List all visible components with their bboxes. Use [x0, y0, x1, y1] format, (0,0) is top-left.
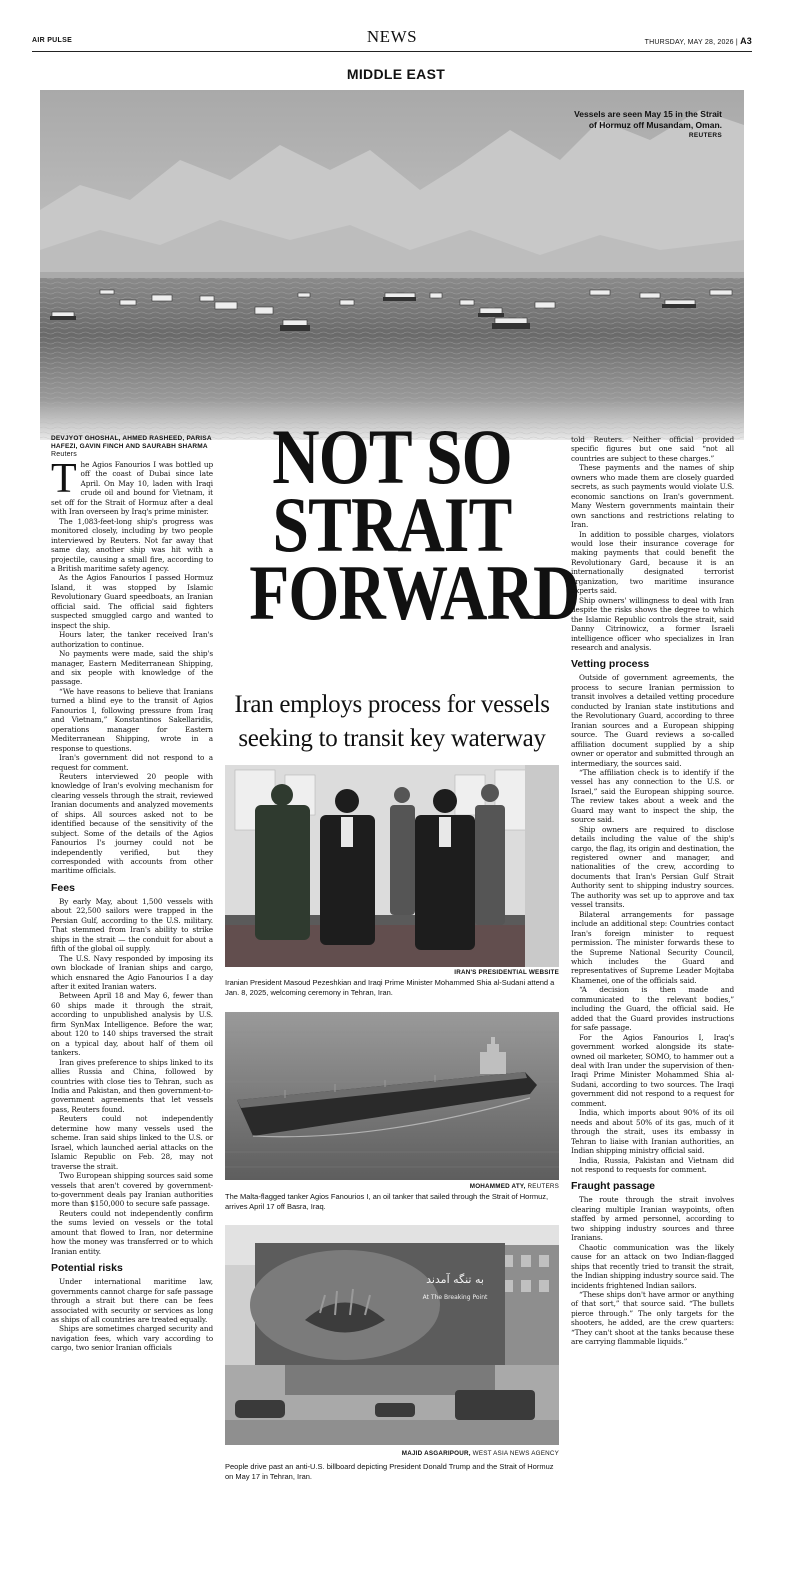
paragraph: Ships are sometimes charged security and navigation fees, which vary according to cargo, two senior Iranian officials: [51, 1324, 213, 1353]
billboard-photographer: MAJID ASGARIPOUR,: [401, 1450, 471, 1457]
byline-org: Reuters: [51, 451, 77, 458]
separator: |: [735, 39, 738, 46]
paragraph: Reuters could not independently confirm the sums levied on vessels or the total amount that flowed to Iran, nor determine how the money was transferred or to which Iranian entity.: [51, 1208, 213, 1256]
ceremony-image: [225, 765, 559, 967]
paragraph: Between April 18 and May 6, fewer than 60 ships made it through the strait, according to unpublished analysis by U.S. firm SynMax Intelligence. Before the war, about 120 to 140 ships traversed the strait on a typical day, about half of them oil tankers.: [51, 991, 213, 1058]
paragraph: Ship owners are required to disclose details including the value of the ship's cargo, the flag, its origin and destination, the registered owner and manager, and nationalities of the crew, according to documents that Iran's Persian Gulf Strait Authority sent to shipping industry sources. The authority was set up to approve and tax vessel transits.: [571, 824, 734, 910]
billboard-text-fa: به تنگه آمدند: [426, 1273, 484, 1286]
paragraph: Ship owners' willingness to deal with Iran despite the risks shows the degree to which the Islamic Republic controls the strait, said Danny Citrinowicz, a former Israeli intelligence officer who specializes in Iran research and analysis.: [571, 595, 734, 652]
paragraph: Chaotic communication was the likely cause for an attack on two Indian-flagged ships that recently tried to transit the strait, the Indian shipping industry source said. The incidents frightened Indian sailors.: [571, 1242, 734, 1290]
dropcap: T: [51, 456, 77, 502]
paragraph: The route through the strait involves clearing multiple Iranian waypoints, often staffed by armed personnel, according to two shipping industry sources and three Iranians.: [571, 1195, 734, 1243]
deck: Iran employs process for vessels seeking to transit key waterway: [234, 691, 550, 752]
article-column-1: [51, 456, 213, 1353]
paragraph: Bilateral arrangements for passage include an additional step: Countries contact Iran's foreign minister to request permission. The minister forwards these to the Supreme National Security Council, which includes the Guard and representatives of Supreme Leader Mojtaba Khamenei, one of the officials said.: [571, 909, 734, 985]
subhead-vetting-process: Vetting process: [571, 658, 650, 671]
billboard-image: [225, 1225, 559, 1445]
subhead-fraught-passage: Fraught passage: [571, 1180, 656, 1193]
section-name: NEWS: [366, 27, 418, 46]
hero-credit: REUTERS: [688, 132, 722, 139]
ceremony-photo-caption: Iranian President Masoud Pezeshkian and Iraqi Prime Minister Mohammed Shia al-Sudani attend a Jan. 8, 2025, welcoming ceremony in Tehran, Iran.: [225, 978, 555, 997]
hero-caption-text: Vessels are seen May 15 in the Strait of Hormuz off Musandam, Oman.: [574, 109, 722, 130]
paragraph: told Reuters. Neither official provided specific figures but one said “not all countries are subject to these charges.”: [571, 435, 734, 463]
tanker-photo: [225, 1012, 559, 1180]
ceremony-photo: [225, 765, 559, 967]
billboard-photo-caption: People drive past an anti-U.S. billboard depicting President Donald Trump and the Strait of Hormuz on May 17 in Tehran, Iran.: [225, 1462, 554, 1481]
paragraph: India, which imports about 90% of its oil needs and about 50% of its gas, much of it through the strait, uses its embassy in Tehran to liaise with Iranian authorities, an Indian shipping ministry official said.: [571, 1108, 734, 1156]
paragraph: No payments were made, said the ship's manager, Eastern Mediterranean Shipping, and six people with knowledge of the passage.: [51, 649, 213, 687]
billboard-agency: WEST ASIA NEWS AGENCY: [470, 1450, 559, 1457]
paragraph: Outside of government agreements, the process to secure Iranian permission to transit involves a detailed vetting procedure conducted by Iranian state institutions and the Revolutionary Guard, according to three Iranian sources and a European shipping source. The Guard reviews a so-called affiliation document supplied by a ship owner or operator and submitted through an intermediary, the sources said.: [571, 673, 734, 768]
hero-caption: [572, 109, 722, 139]
subhead-fees: Fees: [51, 881, 75, 894]
paragraph: Iran's government did not respond to a request for comment.: [51, 753, 213, 772]
lead-paragraph: [51, 456, 213, 517]
paragraph: For the Agios Fanourios I, Iraq's government worked alongside its state-owned oil marketer, SOMO, to hammer out a deal with Iran under the supervision of then-Iraqi Prime Minister Mohammed Shia al-Sudani, according to two sources. The Iraqi government did not respond to a request for comment.: [571, 1032, 734, 1108]
lead-text: he Agios Fanourios I was bottled up off the coast of Dubai since late April. On May 10, laden with Iraqi crude oil and bound for Vietnam, it set off for the Strait of Hormuz after a deal with Iran overseen by Iraq's prime minister.: [51, 460, 213, 517]
date-page: [645, 36, 752, 46]
billboard-photo-credit: [225, 1450, 559, 1457]
headline-line-1: NOT SO: [272, 413, 512, 500]
billboard-photo: [225, 1225, 559, 1445]
page-number: A3: [740, 36, 752, 46]
paragraph: “We have reasons to believe that Iranians turned a blind eye to the transit of Agios Fanourios I, following pressure from Iraq and Vietnam,” Konstantinos Sakellaridis, operations manager for Eastern Mediterranean Shipping, wrote in a response to questions.: [51, 686, 213, 753]
paragraph: Reuters could not independently determine how many vessels used the scheme. Iran said ships linked to the U.S. or Israel, which launched aerial attacks on the Islamic Republic on Feb. 28, may not traverse the strait.: [51, 1114, 213, 1171]
strait-vessels-image: [40, 90, 744, 440]
section-label: MIDDLE EAST: [346, 66, 446, 82]
masthead: [32, 26, 752, 52]
paragraph: Hours later, the tanker received Iran's authorization to continue.: [51, 630, 213, 649]
paragraph: By early May, about 1,500 vessels with about 22,500 sailors were trapped in the Persian Gulf, according to the U.S. military. That stemmed from Iran's ability to strike ships in the strait — the conduit for about a fifth of the global oil supply.: [51, 896, 213, 954]
headline-line-3: FORWARD: [249, 549, 580, 636]
tanker-agency: REUTERS: [525, 1183, 559, 1190]
tanker-photo-caption: The Malta-flagged tanker Agios Fanourios I, an oil tanker that sailed through the Strait of Hormuz, arrives April 17 off Basra, Iraq.: [225, 1192, 549, 1211]
paragraph: India, Russia, Pakistan and Vietnam did not respond to requests for comment.: [571, 1155, 734, 1174]
paragraph: “A decision is then made and communicated to the relevant bodies,” including the Guard, the official said. He added that the Guard provides instructions for safe passage.: [571, 985, 734, 1033]
paragraph: The U.S. Navy responded by imposing its own blockade of Iranian ships and cargo, which ensnared the Agio Fanourios I a day after it exited Iranian waters.: [51, 953, 213, 992]
tanker-photo-credit: [225, 1183, 559, 1190]
paragraph: These payments and the names of ship owners who made them are closely guarded secrets, as such payments would violate U.S. economic sanctions on Iran's government. Many Western governments maintain their own sanctions and restrictions relating to Iran.: [571, 463, 734, 530]
hero-photo: [40, 90, 744, 440]
paragraph: Reuters interviewed 20 people with knowledge of Iran's evolving mechanism for clearing vessels through the strait, reviewed Iranian documents and analyzed movements of ships. All sources asked not to be identified because of the sensitivity of the subject. Some of the details of the Agios Fanourios I's journey could not be independently verified, but they corresponded with accounts from other maritime officials.: [51, 771, 213, 876]
headline-line-2: STRAIT: [272, 481, 512, 568]
paragraph: In addition to possible charges, violators would lose their insurance coverage for making payments that could benefit the Revolutionary Gard, because it is an internationally designated terrorist organization, two maritime insurance experts said.: [571, 529, 734, 596]
issue-date: THURSDAY, MAY 28, 2026: [644, 39, 734, 46]
paragraph: “These ships don't have armor or anything of that sort,” that source said. “The bullets pierce through.” The only targets for the shooters, he added, are the crew quarters: “They can't shoot at the tanks because these are carrying flammable liquids.”: [571, 1289, 734, 1347]
paragraph: Two European shipping sources said some vessels that aren't covered by government-to-government deals pay Iranian authorities more than $150,000 to secure safe passage.: [51, 1171, 213, 1209]
tanker-image: [225, 1012, 559, 1180]
paragraph: The 1,083-feet-long ship's progress was monitored closely, including by two people interviewed by Reuters. Not far away that same day, another ship was hit with a projectile, causing a small fire, according to a British maritime safety agency.: [51, 516, 213, 573]
subhead-potential-risks: Potential risks: [51, 1262, 123, 1275]
byline-authors: DEVJYOT GHOSHAL, AHMED RASHEED, PARISA HAFEZI, GAVIN FINCH AND SAURABH SHARMA: [51, 435, 212, 450]
paragraph: “The affiliation check is to identify if the vessel has any connection to the U.S. or Israel,” said the European shipping source. The review takes about a week and the Guard may want to inspect the ship, the source said.: [571, 767, 734, 825]
publication-name: AIR PULSE: [32, 37, 73, 44]
paragraph: Iran gives preference to ships linked to its allies Russia and China, followed by countries with close ties to Tehran, such as India and Pakistan, and then government-to-government agreements that let vessels pass, Reuters found.: [51, 1057, 213, 1114]
billboard-text-en: At The Breaking Point: [422, 1294, 488, 1301]
paragraph: As the Agios Fanourios I passed Hormuz Island, it was stopped by Islamic Revolutionary Guard speedboats, an Iranian official said. The official said fighters suspected smuggled cargo and wanted to inspect the ship.: [51, 573, 213, 630]
paragraph: Under international maritime law, governments cannot charge for safe passage through a strait but there can be fees associated with security or services as long as ships of all countries are treated equally.: [51, 1277, 213, 1324]
ceremony-photo-credit: IRAN'S PRESIDENTIAL WEBSITE: [454, 969, 559, 976]
article-column-3: [571, 435, 734, 1347]
headline: [249, 413, 580, 636]
tanker-photographer: MOHAMMED ATY,: [469, 1183, 526, 1190]
